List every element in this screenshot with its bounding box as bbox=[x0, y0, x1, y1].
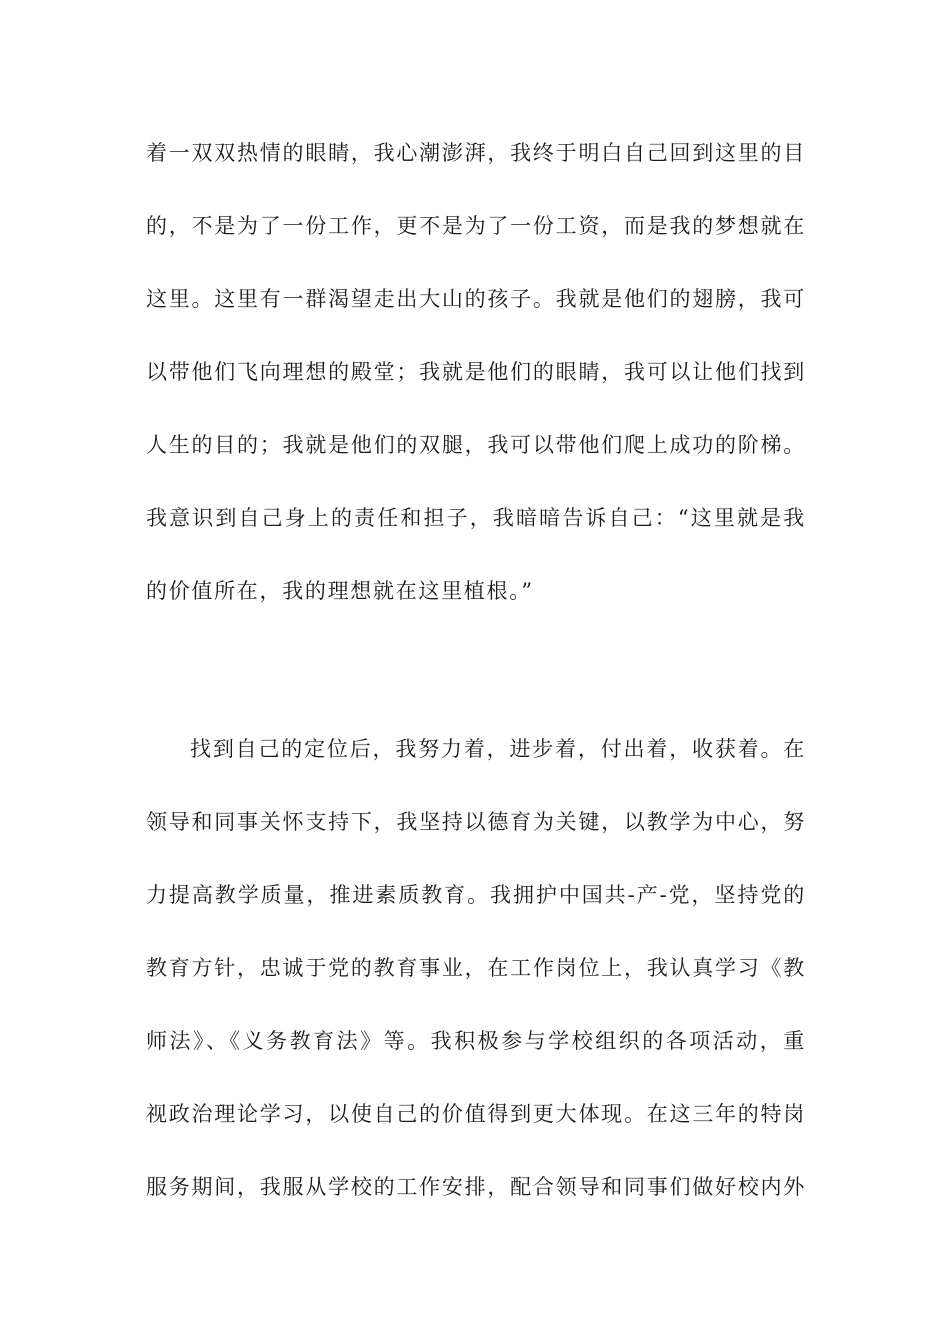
paragraph-2-line-4: 教育方针，忠诚于党的教育事业，在工作岗位上，我认真学习《教 bbox=[146, 956, 806, 980]
paragraph-1-line-4: 以带他们飞向理想的殿堂；我就是他们的眼睛，我可以让他们找到 bbox=[146, 360, 806, 384]
paragraph-1-line-2: 的，不是为了一份工作，更不是为了一份工资，而是我的梦想就在 bbox=[146, 214, 806, 238]
paragraph-2-line-7: 服务期间，我服从学校的工作安排，配合领导和同事们做好校内外 bbox=[146, 1175, 806, 1199]
paragraph-2-line-2: 领导和同事关怀支持下，我坚持以德育为关键，以教学为中心，努 bbox=[146, 810, 806, 834]
paragraph-2-line-6: 视政治理论学习，以使自己的价值得到更大体现。在这三年的特岗 bbox=[146, 1102, 806, 1126]
paragraph-1-line-3: 这里。这里有一群渴望走出大山的孩子。我就是他们的翅膀，我可 bbox=[146, 287, 806, 311]
paragraph-1-line-6: 我意识到自己身上的责任和担子，我暗暗告诉自己：“这里就是我 bbox=[146, 506, 806, 530]
paragraph-2-line-5: 师法》、《义务教育法》等。我积极参与学校组织的各项活动，重 bbox=[146, 1029, 806, 1053]
paragraph-2-line-1: 找到自己的定位后，我努力着，进步着，付出着，收获着。在 bbox=[190, 737, 806, 761]
paragraph-1-line-5: 人生的目的；我就是他们的双腿，我可以带他们爬上成功的阶梯。 bbox=[146, 433, 806, 457]
paragraph-1-line-1: 着一双双热情的眼睛，我心潮澎湃，我终于明白自己回到这里的目 bbox=[146, 141, 806, 165]
paragraph-2-line-3: 力提高教学质量，推进素质教育。我拥护中国共-产-党，坚持党的 bbox=[146, 883, 806, 907]
paragraph-1-line-7: 的价值所在，我的理想就在这里植根。” bbox=[146, 579, 534, 603]
